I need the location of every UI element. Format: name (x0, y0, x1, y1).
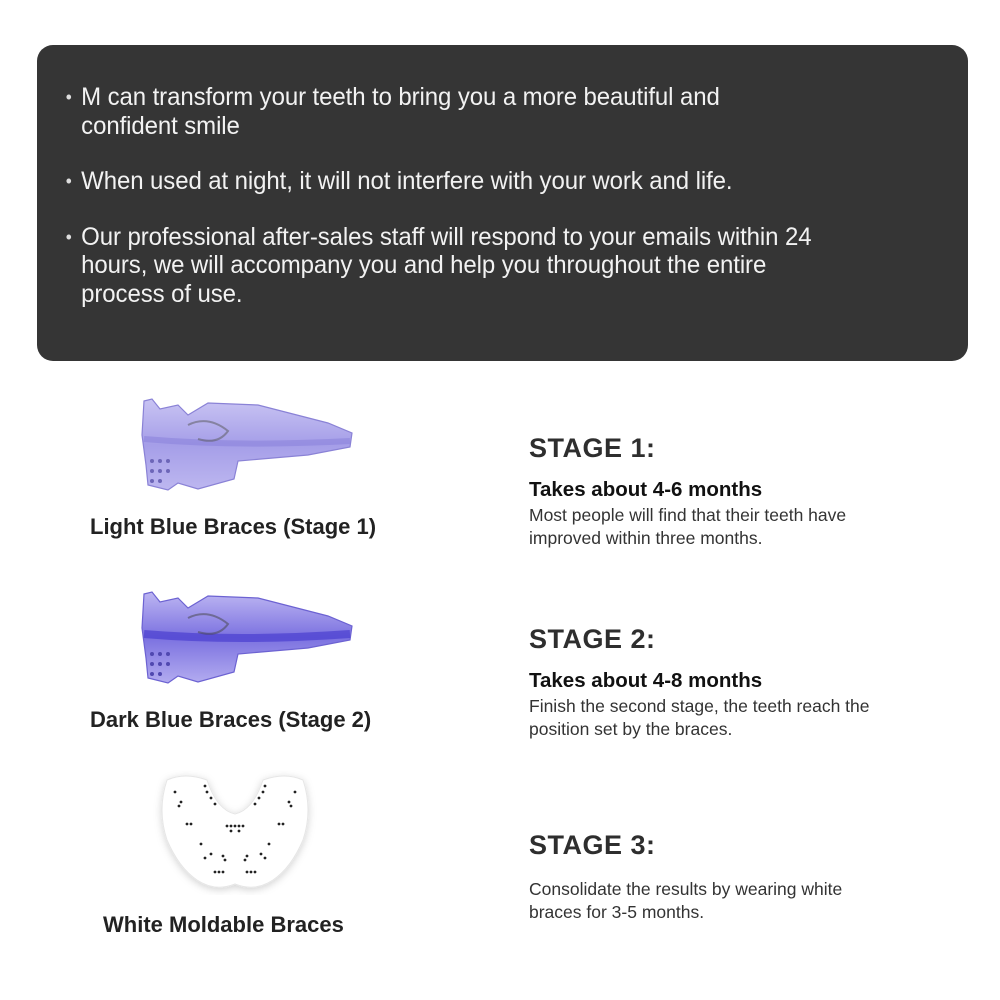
bullet-dot-icon: • (65, 226, 72, 247)
feature-bullet-2: • When used at night, it will not interfere with your work and life. (65, 167, 733, 195)
light-blue-braces-image (138, 395, 358, 495)
dark-blue-braces-image (138, 588, 358, 688)
bullet-dot-icon: • (65, 87, 72, 107)
stage-2-duration: Takes about 4-8 months (529, 669, 763, 692)
product-label-dark-blue: Dark Blue Braces (Stage 2) (90, 707, 372, 732)
stage-2-title: STAGE 2: (529, 624, 656, 654)
stage-3-description: Consolidate the results by wearing white braces for 3-5 months. (529, 879, 843, 922)
bullet-dot-icon: • (65, 171, 72, 191)
product-label-light-blue: Light Blue Braces (Stage 1) (90, 514, 377, 539)
stage-1-title: STAGE 1: (529, 433, 656, 463)
feature-info-box (37, 45, 968, 361)
stage-1-description: Most people will find that their teeth have improved within three months. (529, 505, 847, 548)
feature-bullet-3: • Our professional after-sales staff will respond to your emails within 24 hours, we will accompany you and help you throughout the entire process of use. (65, 222, 812, 308)
stage-3-title: STAGE 3: (529, 830, 656, 860)
stage-2-description: Finish the second stage, the teeth reach the position set by the braces. (529, 696, 870, 739)
feature-bullet-1: • M can transform your teeth to bring you a more beautiful and confident smile (65, 83, 720, 140)
stage-1-duration: Takes about 4-6 months (529, 478, 763, 501)
white-moldable-braces-image (145, 770, 325, 895)
product-label-white: White Moldable Braces (103, 912, 344, 937)
